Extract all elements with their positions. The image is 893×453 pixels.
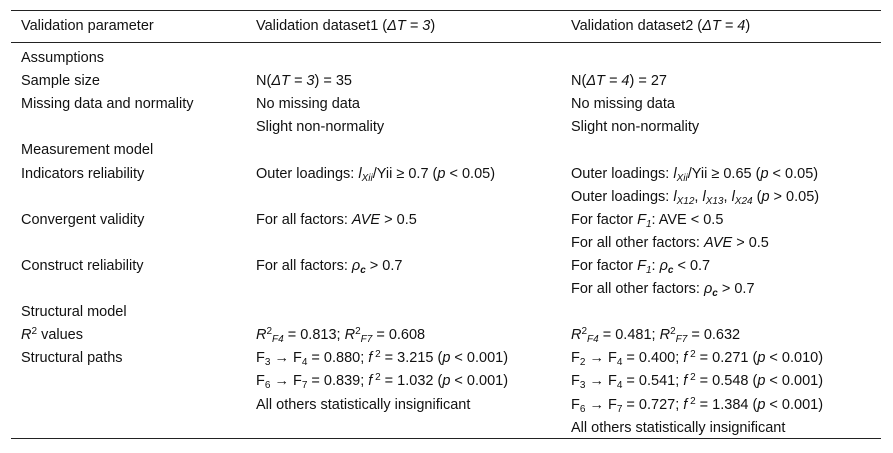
cell-col-dataset2-row9: For factor $F_1$: $\rho_c < 0.7$ — [571, 258, 711, 276]
cell-col-parameter-row13: Structural paths — [21, 350, 123, 366]
top-rule — [11, 10, 881, 11]
cell-col-dataset1-row13: $F_3 \to F_4 = 0.880$; f $^2$ = 3.215 (p < 0.001) — [256, 349, 509, 368]
cell-col-dataset2-row1: N(ΔT = 4) = 27 — [571, 73, 667, 89]
header-validation-parameter: Validation parameter — [21, 18, 154, 34]
cell-col-parameter-row9: Construct reliability — [21, 258, 144, 274]
header-dataset2: Validation dataset2 (ΔT = 4) — [571, 18, 751, 34]
cell-col-dataset2-row5: Outer loadings: $l_{Xii}$/Yii ≥ 0.65 (p < 0.05) — [571, 166, 819, 184]
cell-col-dataset1-row7: For all factors: AVE > 0.5 — [256, 212, 417, 228]
cell-col-dataset1-row2: No missing data — [256, 96, 360, 112]
cell-col-dataset1-row15: All others statistically insignificant — [256, 397, 471, 413]
cell-col-dataset2-row7: For factor $F_1$: AVE < 0.5 — [571, 212, 724, 230]
cell-col-parameter-row7: Convergent validity — [21, 212, 145, 228]
cell-col-parameter-row12: $R^2$ values — [21, 326, 83, 343]
cell-col-dataset2-row8: For all other factors: AVE > 0.5 — [571, 235, 769, 251]
cell-col-dataset2-row16: All others statistically insignificant — [571, 420, 786, 436]
cell-col-parameter-row11: Structural model — [21, 304, 127, 320]
cell-col-dataset2-row12: $R^2_{F4} = 0.481$; $R^2_{F7} = 0.632$ — [571, 326, 741, 345]
cell-col-dataset2-row3: Slight non-normality — [571, 119, 700, 135]
cell-col-dataset1-row3: Slight non-normality — [256, 119, 385, 135]
cell-col-parameter-row2: Missing data and normality — [21, 96, 194, 112]
cell-col-dataset2-row14: $F_3 \to F_4 = 0.541$; f $^2$ = 0.548 (p < 0.001) — [571, 372, 824, 391]
cell-col-dataset2-row13: $F_2 \to F_4 = 0.400$; f $^2$ = 0.271 (p < 0.010) — [571, 349, 824, 368]
header-dataset1: Validation dataset1 (ΔT = 3) — [256, 18, 436, 34]
cell-col-dataset2-row15: $F_6 \to F_7 = 0.727$; f $^2$ = 1.384 (p < 0.001) — [571, 396, 824, 415]
cell-col-parameter-row0: Assumptions — [21, 50, 105, 66]
cell-col-dataset1-row9: For all factors: $\rho_c > 0.7$ — [256, 258, 403, 276]
cell-col-dataset1-row12: $R^2_{F4} = 0.813$; $R^2_{F7} = 0.608$ — [256, 326, 426, 345]
header-rule — [11, 42, 881, 43]
cell-col-parameter-row1: Sample size — [21, 73, 100, 89]
cell-col-dataset2-row6: Outer loadings: $l_{X12}$, $l_{X13}$, $l_{X24}$ (p > 0.05) — [571, 189, 820, 207]
cell-col-dataset1-row14: $F_6 \to F_7 = 0.839$; f $^2$ = 1.032 (p < 0.001) — [256, 372, 509, 391]
cell-col-dataset2-row2: No missing data — [571, 96, 675, 112]
cell-col-dataset1-row1: N(ΔT = 3) = 35 — [256, 73, 352, 89]
cell-col-dataset2-row10: For all other factors: $\rho_c > 0.7$ — [571, 281, 755, 299]
cell-col-dataset1-row5: Outer loadings: $l_{Xii}$/Yii ≥ 0.7 (p < 0.05) — [256, 166, 496, 184]
cell-col-parameter-row5: Indicators reliability — [21, 166, 145, 182]
cell-col-parameter-row4: Measurement model — [21, 142, 154, 158]
